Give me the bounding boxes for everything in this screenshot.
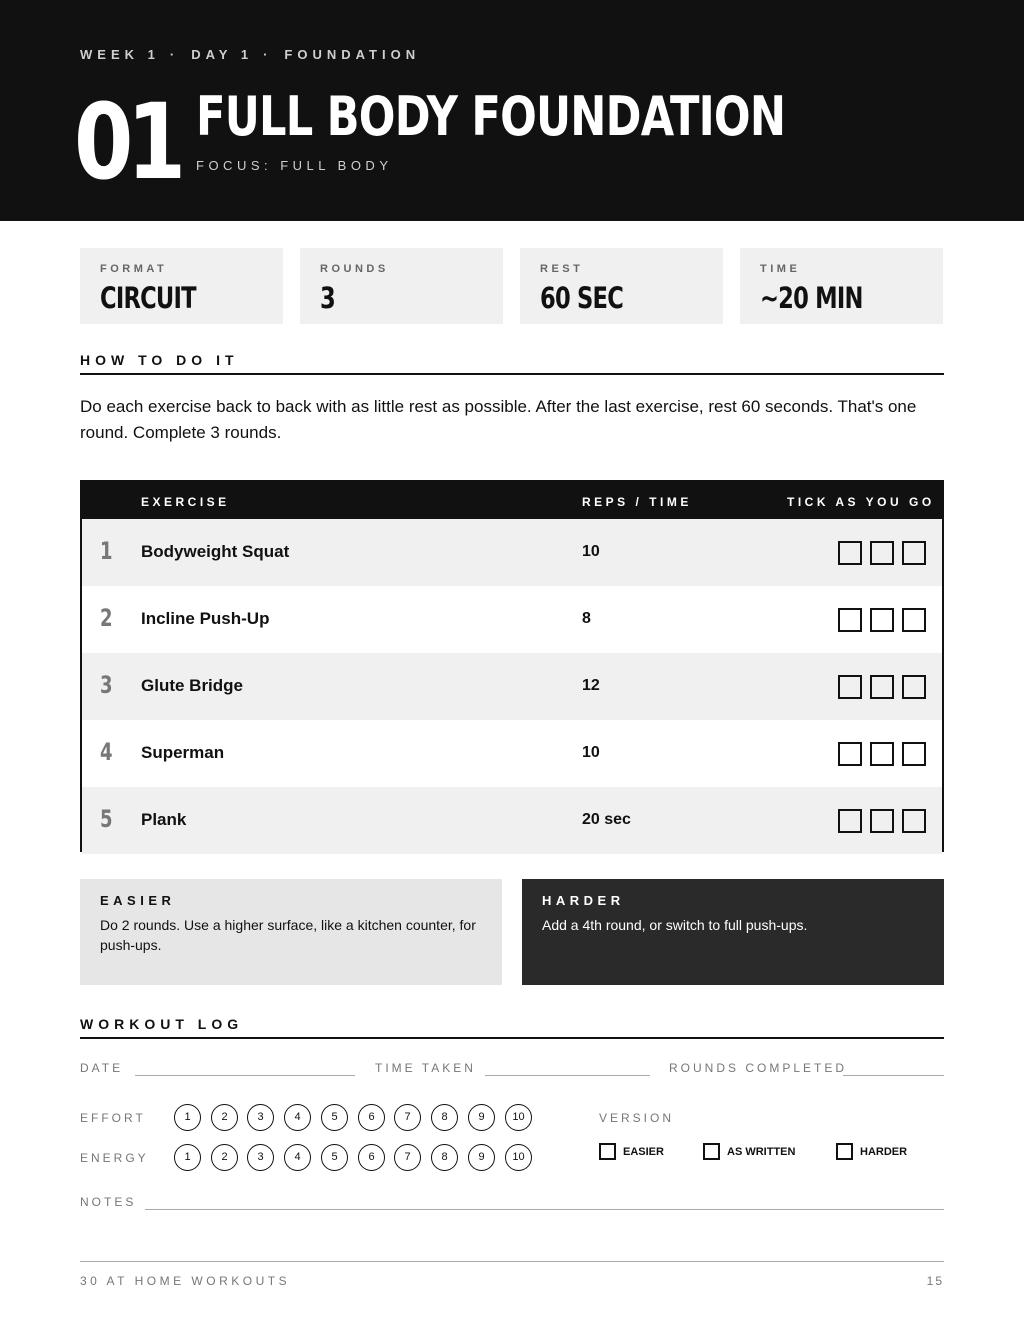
- version-as-written-checkbox[interactable]: [703, 1143, 720, 1160]
- round-tick-box[interactable]: [902, 541, 926, 565]
- energy-rating-option[interactable]: 7: [394, 1144, 421, 1171]
- table-row: [82, 653, 942, 720]
- round-tick-box[interactable]: [838, 742, 862, 766]
- tick-boxes: [838, 809, 926, 833]
- round-tick-box[interactable]: [838, 541, 862, 565]
- time-taken-field[interactable]: [485, 1075, 650, 1076]
- stat-value: 3: [320, 281, 335, 315]
- version-as-written-label: AS WRITTEN: [727, 1146, 796, 1158]
- rounds-completed-label: ROUNDS COMPLETED: [669, 1061, 848, 1075]
- row-number: 5: [100, 805, 113, 833]
- energy-rating-option[interactable]: 10: [505, 1144, 532, 1171]
- phase-label: FOUNDATION: [284, 47, 421, 62]
- version-easier-checkbox[interactable]: [599, 1143, 616, 1160]
- tick-boxes: [838, 675, 926, 699]
- table-row: [82, 519, 942, 586]
- energy-rating-option[interactable]: 5: [321, 1144, 348, 1171]
- row-number: 4: [100, 738, 113, 766]
- table-row: [82, 720, 942, 787]
- section-divider: [80, 373, 944, 375]
- exercise-name: Glute Bridge: [141, 676, 244, 695]
- exercise-table: [80, 480, 944, 852]
- tick-boxes: [838, 608, 926, 632]
- stat-card-time: [740, 248, 943, 324]
- version-harder-label: HARDER: [860, 1146, 908, 1158]
- exercise-name: Incline Push-Up: [141, 609, 270, 628]
- energy-rating-option[interactable]: 8: [431, 1144, 458, 1171]
- page-number: 15: [926, 1274, 944, 1288]
- footer-book-title: 30 AT HOME WORKOUTS: [80, 1274, 291, 1288]
- exercise-reps: 8: [582, 610, 591, 627]
- effort-rating-option[interactable]: 7: [394, 1104, 421, 1131]
- round-tick-box[interactable]: [870, 742, 894, 766]
- notes-field[interactable]: [145, 1209, 944, 1210]
- effort-rating-option[interactable]: 2: [211, 1104, 238, 1131]
- page-title: FULL BODY FOUNDATION: [196, 85, 786, 148]
- effort-rating-option[interactable]: 9: [468, 1104, 495, 1131]
- exercise-reps: 10: [582, 744, 600, 761]
- round-tick-box[interactable]: [870, 809, 894, 833]
- workout-number: 01: [74, 81, 180, 203]
- easier-heading: EASIER: [100, 893, 176, 908]
- date-field[interactable]: [135, 1075, 355, 1076]
- workout-log-heading: WORKOUT LOG: [80, 1016, 244, 1032]
- table-row: [82, 787, 942, 854]
- stat-value: CIRCUIT: [100, 281, 196, 315]
- exercise-name: Plank: [141, 810, 187, 829]
- separator-dot: ·: [263, 47, 273, 62]
- energy-rating-option[interactable]: 3: [247, 1144, 274, 1171]
- tick-boxes: [838, 742, 926, 766]
- section-divider: [80, 1037, 944, 1039]
- effort-rating-option[interactable]: 4: [284, 1104, 311, 1131]
- table-header: [82, 482, 942, 519]
- column-header-reps: REPS / TIME: [582, 495, 692, 509]
- row-number: 1: [100, 537, 113, 565]
- footer-divider: [80, 1261, 944, 1262]
- row-number: 2: [100, 604, 113, 632]
- round-tick-box[interactable]: [838, 809, 862, 833]
- effort-rating-option[interactable]: 3: [247, 1104, 274, 1131]
- separator-dot: ·: [169, 47, 180, 62]
- column-header-tick: TICK AS YOU GO: [787, 495, 935, 509]
- round-tick-box[interactable]: [838, 608, 862, 632]
- stat-card-format: [80, 248, 283, 324]
- effort-label: EFFORT: [80, 1111, 146, 1125]
- energy-rating-option[interactable]: 2: [211, 1144, 238, 1171]
- stat-label: FORMAT: [100, 263, 168, 275]
- how-to-text: Do each exercise back to back with as little rest as possible. After the last exercise, rest 60 seconds. That's one round. Complete 3 rounds.: [80, 397, 917, 442]
- version-harder-checkbox[interactable]: [836, 1143, 853, 1160]
- stat-card-rest: [520, 248, 723, 324]
- stat-label: TIME: [760, 263, 801, 275]
- exercise-name: Superman: [141, 743, 225, 762]
- version-easier-label: EASIER: [623, 1146, 664, 1158]
- effort-rating-option[interactable]: 5: [321, 1104, 348, 1131]
- round-tick-box[interactable]: [902, 742, 926, 766]
- effort-rating-option[interactable]: 1: [174, 1104, 201, 1131]
- energy-label: ENERGY: [80, 1151, 149, 1165]
- round-tick-box[interactable]: [838, 675, 862, 699]
- notes-label: NOTES: [80, 1195, 137, 1209]
- effort-rating-option[interactable]: 10: [505, 1104, 532, 1131]
- effort-rating-option[interactable]: 8: [431, 1104, 458, 1131]
- energy-rating-option[interactable]: 9: [468, 1144, 495, 1171]
- exercise-reps: 10: [582, 543, 600, 560]
- harder-heading: HARDER: [542, 893, 625, 908]
- round-tick-box[interactable]: [870, 608, 894, 632]
- workout-kicker: [80, 47, 420, 62]
- round-tick-box[interactable]: [902, 608, 926, 632]
- column-header-exercise: EXERCISE: [141, 495, 230, 509]
- easier-text: Do 2 rounds. Use a higher surface, like a kitchen counter, for push-ups.: [100, 917, 476, 953]
- harder-option-card: [522, 879, 944, 985]
- tick-boxes: [838, 541, 926, 565]
- round-tick-box[interactable]: [902, 809, 926, 833]
- stat-card-rounds: [300, 248, 503, 324]
- easier-option-card: [80, 879, 502, 985]
- page-header: [0, 0, 1024, 221]
- date-label: DATE: [80, 1061, 124, 1075]
- stat-label: REST: [540, 263, 584, 275]
- energy-rating-option[interactable]: 4: [284, 1144, 311, 1171]
- round-tick-box[interactable]: [870, 541, 894, 565]
- exercise-reps: 20 sec: [582, 811, 631, 828]
- effort-rating-option[interactable]: 6: [358, 1104, 385, 1131]
- round-tick-box[interactable]: [902, 675, 926, 699]
- stat-value: 60 SEC: [540, 281, 624, 315]
- day-label: DAY 1: [191, 47, 254, 62]
- table-row: [82, 586, 942, 653]
- energy-rating-option[interactable]: 6: [358, 1144, 385, 1171]
- exercise-reps: 12: [582, 677, 600, 694]
- how-to-heading: HOW TO DO IT: [80, 352, 239, 368]
- row-number: 3: [100, 671, 113, 699]
- energy-rating-option[interactable]: 1: [174, 1144, 201, 1171]
- version-label: VERSION: [599, 1111, 675, 1125]
- exercise-name: Bodyweight Squat: [141, 542, 290, 561]
- time-taken-label: TIME TAKEN: [375, 1061, 476, 1075]
- harder-text: Add a 4th round, or switch to full push-ups.: [542, 917, 808, 933]
- rounds-completed-field[interactable]: [843, 1075, 944, 1076]
- stat-value: ~20 MIN: [760, 281, 863, 315]
- round-tick-box[interactable]: [870, 675, 894, 699]
- week-label: WEEK 1: [80, 47, 160, 62]
- stat-label: ROUNDS: [320, 263, 389, 275]
- focus-subtitle: FOCUS: FULL BODY: [196, 158, 393, 173]
